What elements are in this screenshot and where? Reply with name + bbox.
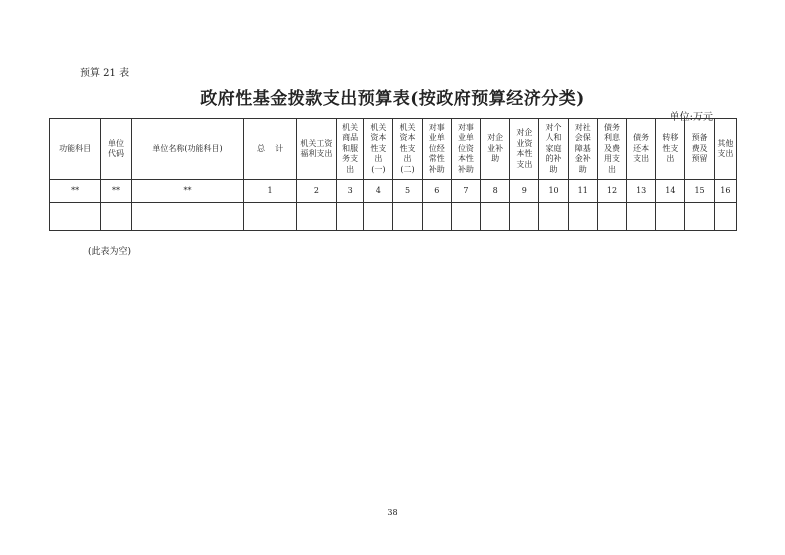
- empty-cell: [101, 203, 131, 231]
- index-cell: 5: [393, 180, 422, 203]
- header-cell: 债务 还本 支出: [627, 119, 656, 180]
- header-cell: 机关 资本 性支 出 (一): [364, 119, 393, 180]
- index-cell: 6: [422, 180, 451, 203]
- empty-cell: [685, 203, 714, 231]
- header-cell: 对事 业单 位资 本性 补助: [451, 119, 480, 180]
- empty-cell: [244, 203, 296, 231]
- index-cell: **: [50, 180, 101, 203]
- index-cell: 2: [296, 180, 336, 203]
- header-cell: 其他 支出: [714, 119, 736, 180]
- header-cell: 预备 费及 预留: [685, 119, 714, 180]
- empty-cell: [296, 203, 336, 231]
- index-cell: 10: [539, 180, 568, 203]
- empty-cell: [50, 203, 101, 231]
- empty-cell: [568, 203, 597, 231]
- unit-label: 单位:万元: [669, 112, 713, 123]
- index-cell: 15: [685, 180, 714, 203]
- header-cell: 对企 业补 助: [481, 119, 510, 180]
- empty-cell: [364, 203, 393, 231]
- empty-cell: [422, 203, 451, 231]
- document-title: 政府性基金拨款支出预算表(按政府预算经济分类): [200, 89, 585, 109]
- index-cell: 7: [451, 180, 480, 203]
- header-cell: 对事 业单 位经 常性 补助: [422, 119, 451, 180]
- index-cell: 3: [337, 180, 364, 203]
- empty-cell: [481, 203, 510, 231]
- index-cell: 11: [568, 180, 597, 203]
- empty-cell: [510, 203, 539, 231]
- header-cell: 机关 资本 性支 出 (二): [393, 119, 422, 180]
- index-cell: 4: [364, 180, 393, 203]
- empty-cell: [131, 203, 244, 231]
- index-cell: 1: [244, 180, 296, 203]
- header-cell: 总 计: [244, 119, 296, 180]
- header-cell: 债务 利息 及费 用支 出: [597, 119, 626, 180]
- header-cell: 对个 人和 家庭 的补 助: [539, 119, 568, 180]
- header-cell: 对企 业资 本性 支出: [510, 119, 539, 180]
- index-cell: **: [101, 180, 131, 203]
- index-cell: **: [131, 180, 244, 203]
- empty-cell: [627, 203, 656, 231]
- index-row: [50, 180, 737, 203]
- empty-table-note: (此表为空): [88, 247, 132, 257]
- header-cell: 功能科目: [50, 119, 101, 180]
- index-cell: 16: [714, 180, 736, 203]
- header-cell: 单位 代码: [101, 119, 131, 180]
- header-cell: 机关工资 福利支出: [296, 119, 336, 180]
- empty-data-row: [50, 203, 737, 231]
- index-cell: 9: [510, 180, 539, 203]
- header-row: [50, 119, 737, 180]
- header-cell: 对社 会保 障基 金补 助: [568, 119, 597, 180]
- index-cell: 13: [627, 180, 656, 203]
- header-cell: 机关 商品 和服 务支 出: [337, 119, 364, 180]
- empty-cell: [539, 203, 568, 231]
- empty-cell: [714, 203, 736, 231]
- page-number: 38: [387, 508, 398, 517]
- empty-cell: [597, 203, 626, 231]
- index-cell: 14: [656, 180, 685, 203]
- empty-cell: [337, 203, 364, 231]
- budget-table: [49, 118, 737, 231]
- index-cell: 8: [481, 180, 510, 203]
- header-cell: 转移 性支 出: [656, 119, 685, 180]
- header-cell: 单位名称(功能科目): [131, 119, 244, 180]
- table-label: 预算 21 表: [80, 68, 130, 79]
- index-cell: 12: [597, 180, 626, 203]
- empty-cell: [656, 203, 685, 231]
- empty-cell: [393, 203, 422, 231]
- empty-cell: [451, 203, 480, 231]
